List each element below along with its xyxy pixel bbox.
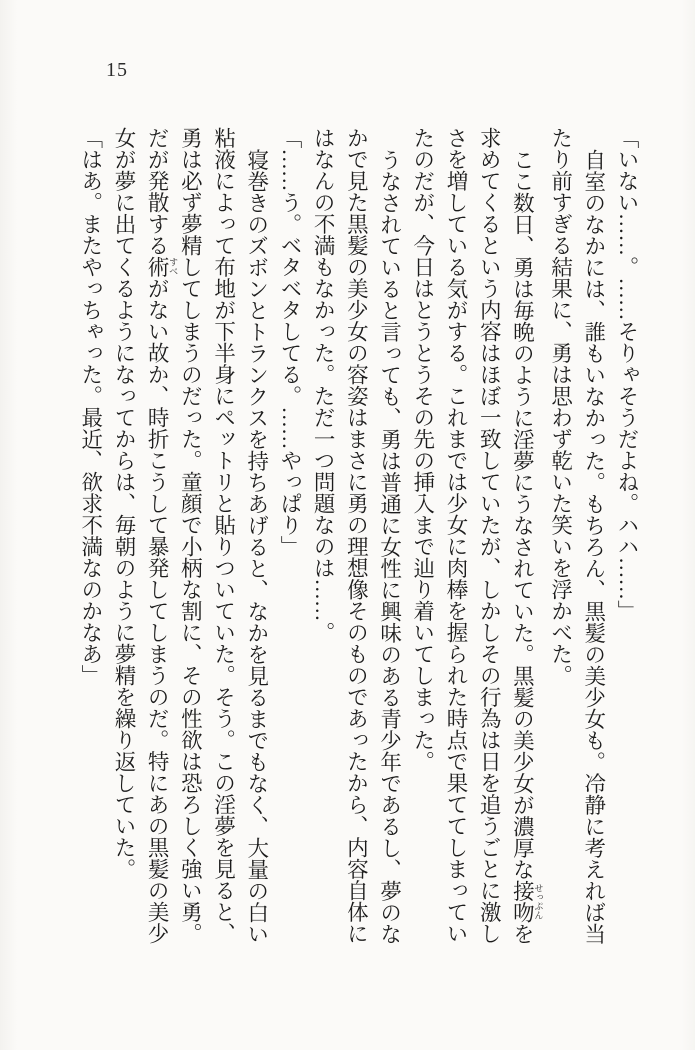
paragraph-narration: 自室のなかには、誰もいなかった。もちろん、黒髪の美少女も。冷静に考えれば当たり前すぎる結果に、勇は思わず乾いた笑いを浮かべた。 <box>548 127 606 944</box>
paragraph-narration: うなされていると言っても、勇は普通に女性に興味のある青少年であるし、夢のなかで見た黒髪の美少女の容姿はまさに勇の理想像そのものであったから、内容自体にはなんの不満もなかった。ただ一つ問題なのは……。 <box>311 127 402 944</box>
ruby-annotated-word: 術 すべ <box>145 256 179 278</box>
page-number: 15 <box>106 59 128 81</box>
paragraph-narration: ここ数日、勇は毎晩のように淫夢にうなされていた。黒髪の美少女が濃厚な接吻 せっぷんを求めてくるという内容はほぼ一致していたが、しかしその行為は日を追うごとに激しさを増している気がする。これまでは少女に肉棒を握られた時点で果ててしまっていたのだが、今日はとうとうその先の挿入まで辿り着いてしまった。 <box>410 127 544 944</box>
paragraph-dialogue: 「……う。ベタベタしてる。……やっぱり」 <box>277 127 302 557</box>
paragraph-dialogue: 「はあ。またやっちゃった。最近、欲求不満なのかなあ」 <box>78 127 103 686</box>
paragraph-dialogue: 「いない……。……そりゃそうだよね。ハハ……」 <box>615 127 639 622</box>
furigana: すべ <box>168 256 179 278</box>
ruby-annotated-word: 接吻 せっぷん <box>510 879 544 923</box>
paragraph-narration: 寝巻きのズボンとトランクスを持ちあげると、なかを見るまでもなく、大量の白い粘液によって布地が下半身にペットリと貼りついていた。そう。この淫夢を見ると、勇は必ず夢精してしまうのだった。童顔で小柄な割に、その性欲は恐ろしく強い勇。だが発散する術 すべがない故か、時折こうして暴発してしまうのだ。特にあの黒髪の美少女が夢に出てくるようになってからは、毎朝のように夢精を繰り返していた。 <box>111 127 269 944</box>
furigana: せっぷん <box>533 879 544 923</box>
body-text <box>74 127 643 947</box>
